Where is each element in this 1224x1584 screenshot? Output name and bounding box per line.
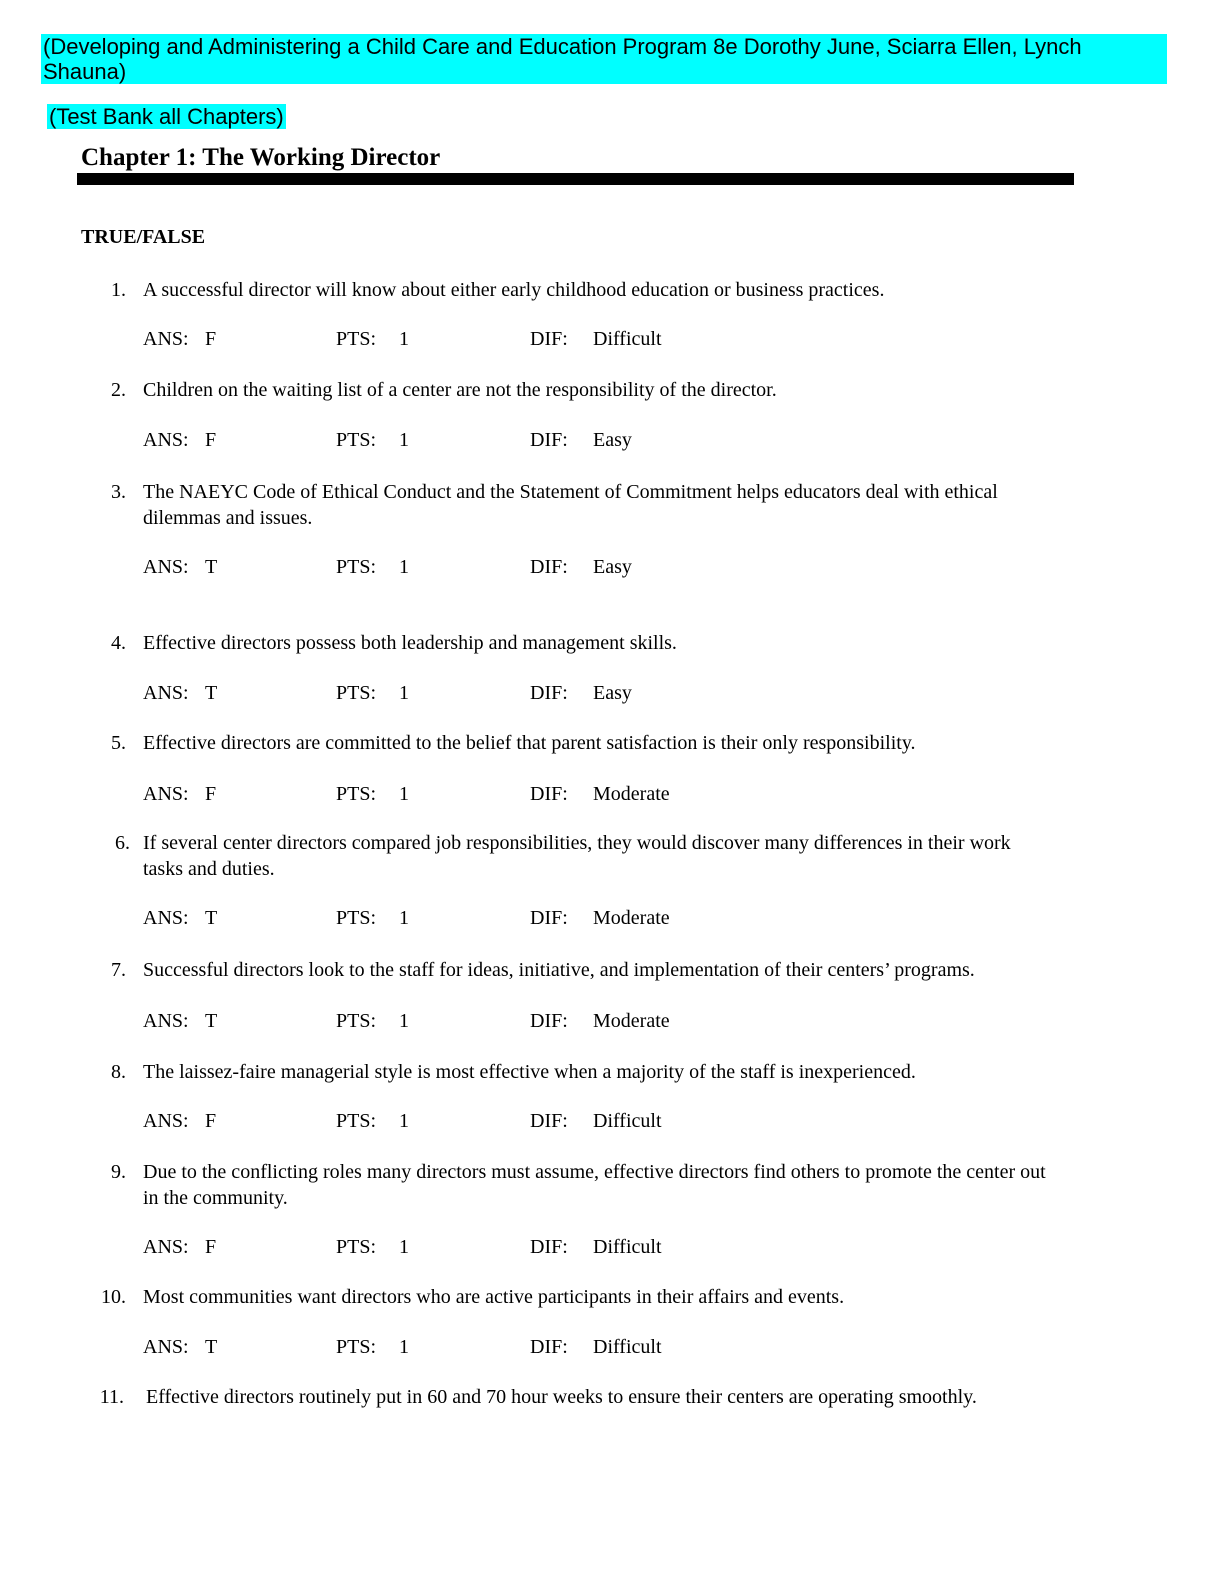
dif-label: DIF: — [530, 328, 568, 350]
question-number: 7. — [111, 959, 126, 981]
question-text: Effective directors possess both leadership and management skills. — [143, 632, 677, 654]
pts-label: PTS: — [336, 1236, 377, 1258]
question-text: The NAEYC Code of Ethical Conduct and the Statement of Commitment helps educators deal with ethical dilemmas and issues. — [143, 481, 998, 529]
ans-label: ANS: — [143, 1236, 189, 1258]
pts-value: 1 — [399, 1010, 409, 1032]
chapter-rule-divider — [77, 173, 1074, 185]
dif-value: Easy — [593, 556, 632, 578]
dif-label: DIF: — [530, 682, 568, 704]
dif-label: DIF: — [530, 1236, 568, 1258]
ans-label: ANS: — [143, 1336, 189, 1358]
question-number: 4. — [111, 632, 126, 654]
pts-value: 1 — [399, 907, 409, 929]
question-text: Effective directors are committed to the belief that parent satisfaction is their only responsibility. — [143, 732, 916, 754]
pts-value: 1 — [399, 1236, 409, 1258]
question-text: Effective directors routinely put in 60 and 70 hour weeks to ensure their centers are operating smoothly. — [146, 1386, 977, 1408]
question-text: The laissez-faire managerial style is most effective when a majority of the staff is inexperienced. — [143, 1061, 916, 1083]
dif-value: Difficult — [593, 1336, 662, 1358]
question-number: 3. — [111, 481, 126, 503]
pts-value: 1 — [399, 682, 409, 704]
question-text: Successful directors look to the staff for ideas, initiative, and implementation of their centers’ programs. — [143, 959, 975, 981]
question-text: A successful director will know about either early childhood education or business practices. — [143, 279, 885, 301]
document-subtitle-banner — [47, 104, 286, 129]
document-title: (Developing and Administering a Child Care and Education Program 8e Dorothy June, Sciarra Ellen, Lynch Shauna) — [41, 34, 1167, 84]
question-number: 8. — [111, 1061, 126, 1083]
pts-value: 1 — [399, 556, 409, 578]
ans-label: ANS: — [143, 682, 189, 704]
dif-label: DIF: — [530, 1010, 568, 1032]
question-number: 11. — [99, 1386, 124, 1408]
question-number: 10. — [101, 1286, 126, 1308]
dif-value: Difficult — [593, 328, 662, 350]
document-title-banner — [41, 34, 1167, 84]
ans-label: ANS: — [143, 429, 189, 451]
ans-label: ANS: — [143, 1110, 189, 1132]
dif-value: Difficult — [593, 1236, 662, 1258]
dif-value: Moderate — [593, 1010, 670, 1032]
pts-value: 1 — [399, 1110, 409, 1132]
pts-label: PTS: — [336, 556, 377, 578]
dif-label: DIF: — [530, 556, 568, 578]
dif-value: Easy — [593, 429, 632, 451]
pts-label: PTS: — [336, 328, 377, 350]
dif-label: DIF: — [530, 429, 568, 451]
dif-value: Moderate — [593, 783, 670, 805]
dif-value: Easy — [593, 682, 632, 704]
pts-label: PTS: — [336, 1110, 377, 1132]
ans-value: F — [205, 1236, 217, 1258]
pts-value: 1 — [399, 328, 409, 350]
question-text: If several center directors compared job responsibilities, they would discover many differences in their work tasks and duties. — [143, 832, 1011, 880]
question-number: 9. — [111, 1161, 126, 1183]
dif-label: DIF: — [530, 783, 568, 805]
pts-value: 1 — [399, 1336, 409, 1358]
ans-label: ANS: — [143, 328, 189, 350]
ans-label: ANS: — [143, 556, 189, 578]
ans-value: F — [205, 783, 217, 805]
dif-label: DIF: — [530, 1110, 568, 1132]
ans-value: T — [205, 1336, 218, 1358]
ans-value: F — [205, 429, 217, 451]
question-number: 5. — [111, 732, 126, 754]
document-subtitle: (Test Bank all Chapters) — [49, 104, 284, 129]
dif-value: Difficult — [593, 1110, 662, 1132]
question-text: Most communities want directors who are active participants in their affairs and events. — [143, 1286, 845, 1308]
chapter-title: Chapter 1: The Working Director — [81, 144, 441, 171]
pts-value: 1 — [399, 429, 409, 451]
ans-value: T — [205, 556, 218, 578]
ans-value: F — [205, 1110, 217, 1132]
pts-value: 1 — [399, 783, 409, 805]
dif-label: DIF: — [530, 907, 568, 929]
pts-label: PTS: — [336, 907, 377, 929]
pts-label: PTS: — [336, 682, 377, 704]
dif-label: DIF: — [530, 1336, 568, 1358]
ans-value: T — [205, 1010, 218, 1032]
ans-label: ANS: — [143, 783, 189, 805]
section-heading: TRUE/FALSE — [81, 226, 206, 248]
pts-label: PTS: — [336, 1336, 377, 1358]
pts-label: PTS: — [336, 429, 377, 451]
question-number: 2. — [111, 379, 126, 401]
question-text: Due to the conflicting roles many directors must assume, effective directors find others to promote the center out in the community. — [143, 1161, 1046, 1209]
pts-label: PTS: — [336, 783, 377, 805]
dif-value: Moderate — [593, 907, 670, 929]
ans-label: ANS: — [143, 907, 189, 929]
question-number: 1. — [111, 279, 126, 301]
ans-value: T — [205, 682, 218, 704]
ans-label: ANS: — [143, 1010, 189, 1032]
question-number: 6. — [115, 832, 130, 854]
question-text: Children on the waiting list of a center are not the responsibility of the director. — [143, 379, 777, 401]
ans-value: F — [205, 328, 217, 350]
ans-value: T — [205, 907, 218, 929]
pts-label: PTS: — [336, 1010, 377, 1032]
